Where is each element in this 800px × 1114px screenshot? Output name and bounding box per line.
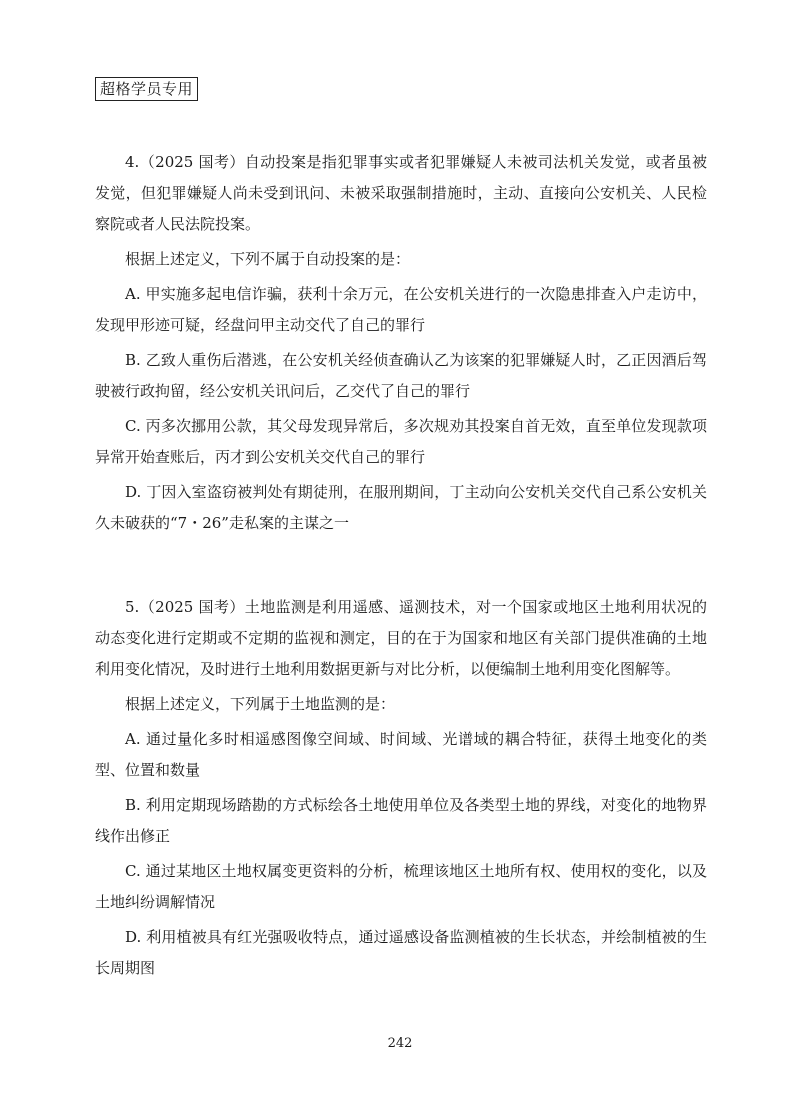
question-prompt: 根据上述定义，下列属于土地监测的是： xyxy=(125,695,396,713)
option-b: B. 利用定期现场踏勘的方式标绘各土地使用单位及各类型土地的界线，对变化的地物界线作出修正 xyxy=(95,796,707,845)
question-prompt: 根据上述定义，下列不属于自动投案的是： xyxy=(125,250,411,268)
option-c: C. 丙多次挪用公款，其父母发现异常后，多次规劝其投案自首无效，直至单位发现款项异常开始查账后，丙才到公安机关交代自己的罪行 xyxy=(95,417,707,466)
question-stem: 5.（2025 国考）土地监测是利用遥感、遥测技术，对一个国家或地区土地利用状况的动态变化进行定期或不定期的监视和测定，目的在于为国家和地区有关部门提供准确的土地利用变化情况，及时进行土地利用数据更新与对比分析，以便编制土地利用变化图解等。 xyxy=(95,598,707,678)
student-only-badge: 超格学员专用 xyxy=(95,77,198,101)
question-4 xyxy=(95,147,707,539)
page-number: 242 xyxy=(387,1036,413,1051)
question-5 xyxy=(95,592,707,984)
option-d: D. 利用植被具有红光强吸收特点，通过遥感设备监测植被的生长状态，并绘制植被的生长周期图 xyxy=(95,928,707,977)
option-b: B. 乙致人重伤后潜逃，在公安机关经侦查确认乙为该案的犯罪嫌疑人时，乙正因酒后驾驶被行政拘留，经公安机关讯问后，乙交代了自己的罪行 xyxy=(95,351,707,400)
option-a: A. 甲实施多起电信诈骗，获利十余万元，在公安机关进行的一次隐患排查入户走访中，发现甲形迹可疑，经盘问甲主动交代了自己的罪行 xyxy=(95,285,707,334)
option-d: D. 丁因入室盗窃被判处有期徒刑，在服刑期间，丁主动向公安机关交代自己系公安机关久未破获的“7・26”走私案的主谋之一 xyxy=(95,483,707,532)
question-stem: 4.（2025 国考）自动投案是指犯罪事实或者犯罪嫌疑人未被司法机关发觉，或者虽被发觉，但犯罪嫌疑人尚未受到讯问、未被采取强制措施时，主动、直接向公安机关、人民检察院或者人民法院投案。 xyxy=(95,153,707,233)
option-a: A. 通过量化多时相遥感图像空间域、时间域、光谱域的耦合特征，获得土地变化的类型、位置和数量 xyxy=(95,730,707,779)
option-c: C. 通过某地区土地权属变更资料的分析，梳理该地区土地所有权、使用权的变化，以及土地纠纷调解情况 xyxy=(95,862,707,911)
